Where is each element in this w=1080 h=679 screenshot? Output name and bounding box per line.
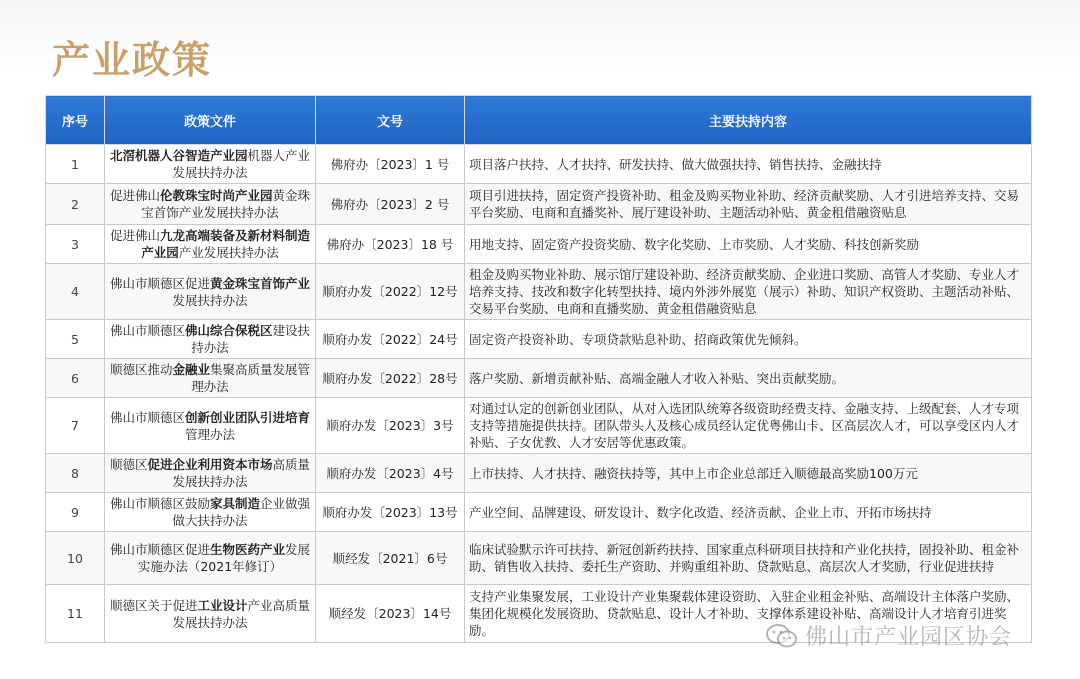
policy-document — [105, 184, 316, 225]
header-no: 文号 — [316, 96, 465, 145]
row-number: 2 — [46, 184, 105, 225]
policy-text: 促进佛山 — [109, 228, 160, 243]
row-number: 6 — [46, 359, 105, 398]
header-num: 序号 — [46, 96, 105, 145]
policy-document — [105, 454, 316, 493]
policy-text: 佛山市顺德区促进 — [109, 542, 210, 557]
row-number: 8 — [46, 454, 105, 493]
policy-document — [105, 359, 316, 398]
row-number: 3 — [46, 225, 105, 264]
policy-highlight: 生物医药产业 — [209, 542, 285, 557]
policy-text: 顺德区 — [109, 457, 148, 472]
table-row — [46, 145, 1032, 184]
document-number: 顺府办发〔2023〕13号 — [316, 493, 465, 532]
table-row — [46, 184, 1032, 225]
document-number: 顺府办发〔2023〕4号 — [316, 454, 465, 493]
policy-table — [45, 95, 1032, 643]
document-number: 佛府办〔2023〕18 号 — [316, 225, 465, 264]
policy-text: 产业发展扶持办法 — [178, 245, 279, 260]
row-number: 7 — [46, 398, 105, 454]
support-content: 租金及购买物业补助、展示馆厅建设补助、经济贡献奖励、企业进口奖励、高管人才奖励、专业人才培养支持、技改和数字化转型扶持、境内外涉外展览（展示）补助、知识产权资助、主题活动补贴、交易平台奖励、电商和直播奖励、黄金租借融资贴息 — [465, 264, 1032, 320]
policy-text: 顺德区关于促进 — [109, 597, 198, 613]
support-content: 项目落户扶持、人才扶持、研发扶持、做大做强扶持、销售扶持、金融扶持 — [465, 145, 1032, 184]
document-number: 顺经发〔2021〕6号 — [316, 532, 465, 585]
policy-highlight: 促进企业利用资本市场 — [147, 457, 273, 472]
policy-text: 发展扶持办法 — [172, 292, 248, 308]
policy-document — [105, 493, 316, 532]
policy-document — [105, 320, 316, 359]
row-number: 4 — [46, 264, 105, 320]
row-number: 5 — [46, 320, 105, 359]
support-content: 项目引进扶持，固定资产投资补助、租金及购买物业补助、经济贡献奖励、人才引进培养支持、交易平台奖励、电商和直播奖补、展厅建设补助、主题活动补贴、黄金租借融资贴息 — [465, 184, 1032, 225]
policy-text: 黄金珠宝首饰产业发展扶持办法 — [141, 188, 311, 220]
document-number: 顺经发〔2023〕14号 — [316, 585, 465, 643]
support-content: 产业空间、品牌建设、研发设计、数字化改造、经济贡献、企业上市、开拓市场扶持 — [465, 493, 1032, 532]
policy-text: 高质量发展扶持办法 — [172, 457, 311, 489]
policy-highlight: 北滘机器人谷智造产业园 — [109, 148, 248, 163]
policy-text: 佛山市顺德区 — [109, 409, 185, 425]
policy-document — [105, 398, 316, 454]
support-content: 临床试验默示许可扶持、新冠创新药扶持、国家重点科研项目扶持和产业化扶持，固投补助、租金补助、销售收入扶持、委托生产资助、并购重组补助、贷款贴息、高层次人才奖励，行业促进扶持 — [465, 532, 1032, 585]
policy-highlight: 工业设计 — [197, 597, 248, 613]
table-body — [46, 145, 1032, 643]
policy-text: 机器人产业发展扶持办法 — [172, 148, 311, 180]
table-row — [46, 264, 1032, 320]
policy-highlight: 佛山综合保税区 — [184, 323, 273, 338]
document-number: 顺府办发〔2022〕24号 — [316, 320, 465, 359]
document-number: 顺府办发〔2022〕12号 — [316, 264, 465, 320]
table-row — [46, 532, 1032, 585]
policy-highlight: 创新创业团队引进培育 — [185, 409, 311, 425]
policy-highlight: 黄金珠宝首饰产业 — [210, 275, 311, 291]
policy-text: 顺德区推动 — [109, 362, 173, 377]
policy-document — [105, 264, 316, 320]
wechat-icon — [765, 623, 799, 649]
table-header-row — [46, 96, 1032, 145]
policy-highlight: 九龙高端装备及新材料制造产业园 — [141, 228, 311, 260]
support-content: 落户奖励、新增贡献补贴、高端金融人才收入补贴、突出贡献奖励。 — [465, 359, 1032, 398]
policy-text: 产业高质量发展扶持办法 — [172, 597, 311, 630]
support-content: 用地支持、固定资产投资奖励、数字化奖励、上市奖励、人才奖励、科技创新奖励 — [465, 225, 1032, 264]
row-number: 1 — [46, 145, 105, 184]
watermark-text: 佛山市产业园区协会 — [805, 625, 1013, 650]
policy-highlight: 伦教珠宝时尚产业园 — [159, 188, 273, 203]
document-number: 佛府办〔2023〕1 号 — [316, 145, 465, 184]
row-number: 10 — [46, 532, 105, 585]
policy-text: 佛山市顺德区鼓励 — [109, 496, 210, 511]
policy-text: 促进佛山 — [109, 188, 160, 203]
table-row — [46, 398, 1032, 454]
policy-text: 佛山市顺德区促进 — [109, 275, 210, 291]
policy-text: 发展实施办法（2021年修订） — [137, 542, 311, 574]
row-number: 11 — [46, 585, 105, 643]
watermark — [765, 620, 1012, 651]
table-row — [46, 493, 1032, 532]
policy-highlight: 家具制造 — [209, 496, 260, 511]
table-row — [46, 454, 1032, 493]
table-row — [46, 320, 1032, 359]
support-content: 上市扶持、人才扶持、融资扶持等，其中上市企业总部迁入顺德最高奖励100万元 — [465, 454, 1032, 493]
row-number: 9 — [46, 493, 105, 532]
policy-text: 管理办法 — [184, 426, 235, 442]
support-content: 固定资产投资补助、专项贷款贴息补助、招商政策优先倾斜。 — [465, 320, 1032, 359]
document-number: 顺府办发〔2023〕3号 — [316, 398, 465, 454]
policy-text: 建设扶持办法 — [191, 323, 311, 355]
page-title: 产业政策 — [52, 38, 213, 82]
policy-text: 企业做强做大扶持办法 — [172, 496, 311, 528]
support-content: 对通过认定的创新创业团队，从对入选团队统筹各级资助经费支持、金融支持、上级配套、人才专项支持等措施提供扶持。团队带头人及核心成员经认定优粤佛山卡、区高层次人才，可以享受区内人才补贴、子女优教、人才安居等优惠政策。 — [465, 398, 1032, 454]
header-content: 主要扶持内容 — [465, 96, 1032, 145]
policy-document — [105, 585, 316, 643]
support-content: 支持产业集聚发展，工业设计产业集聚载体建设资助、入驻企业租金补贴、高端设计主体落户奖励、集团化规模化发展资助、贷款贴息、设计人才补助、支撑体系建设补贴、高端设计人才培育引进奖励。 — [465, 585, 1032, 643]
document-number: 佛府办〔2023〕2 号 — [316, 184, 465, 225]
policy-text: 佛山市顺德区 — [109, 323, 185, 338]
policy-highlight: 金融业 — [172, 362, 210, 377]
policy-text: 集聚高质量发展管理办法 — [191, 362, 311, 394]
header-doc: 政策文件 — [105, 96, 316, 145]
document-number: 顺府办发〔2022〕28号 — [316, 359, 465, 398]
policy-document — [105, 145, 316, 184]
policy-document — [105, 225, 316, 264]
table-row — [46, 359, 1032, 398]
policy-document — [105, 532, 316, 585]
table-row — [46, 225, 1032, 264]
